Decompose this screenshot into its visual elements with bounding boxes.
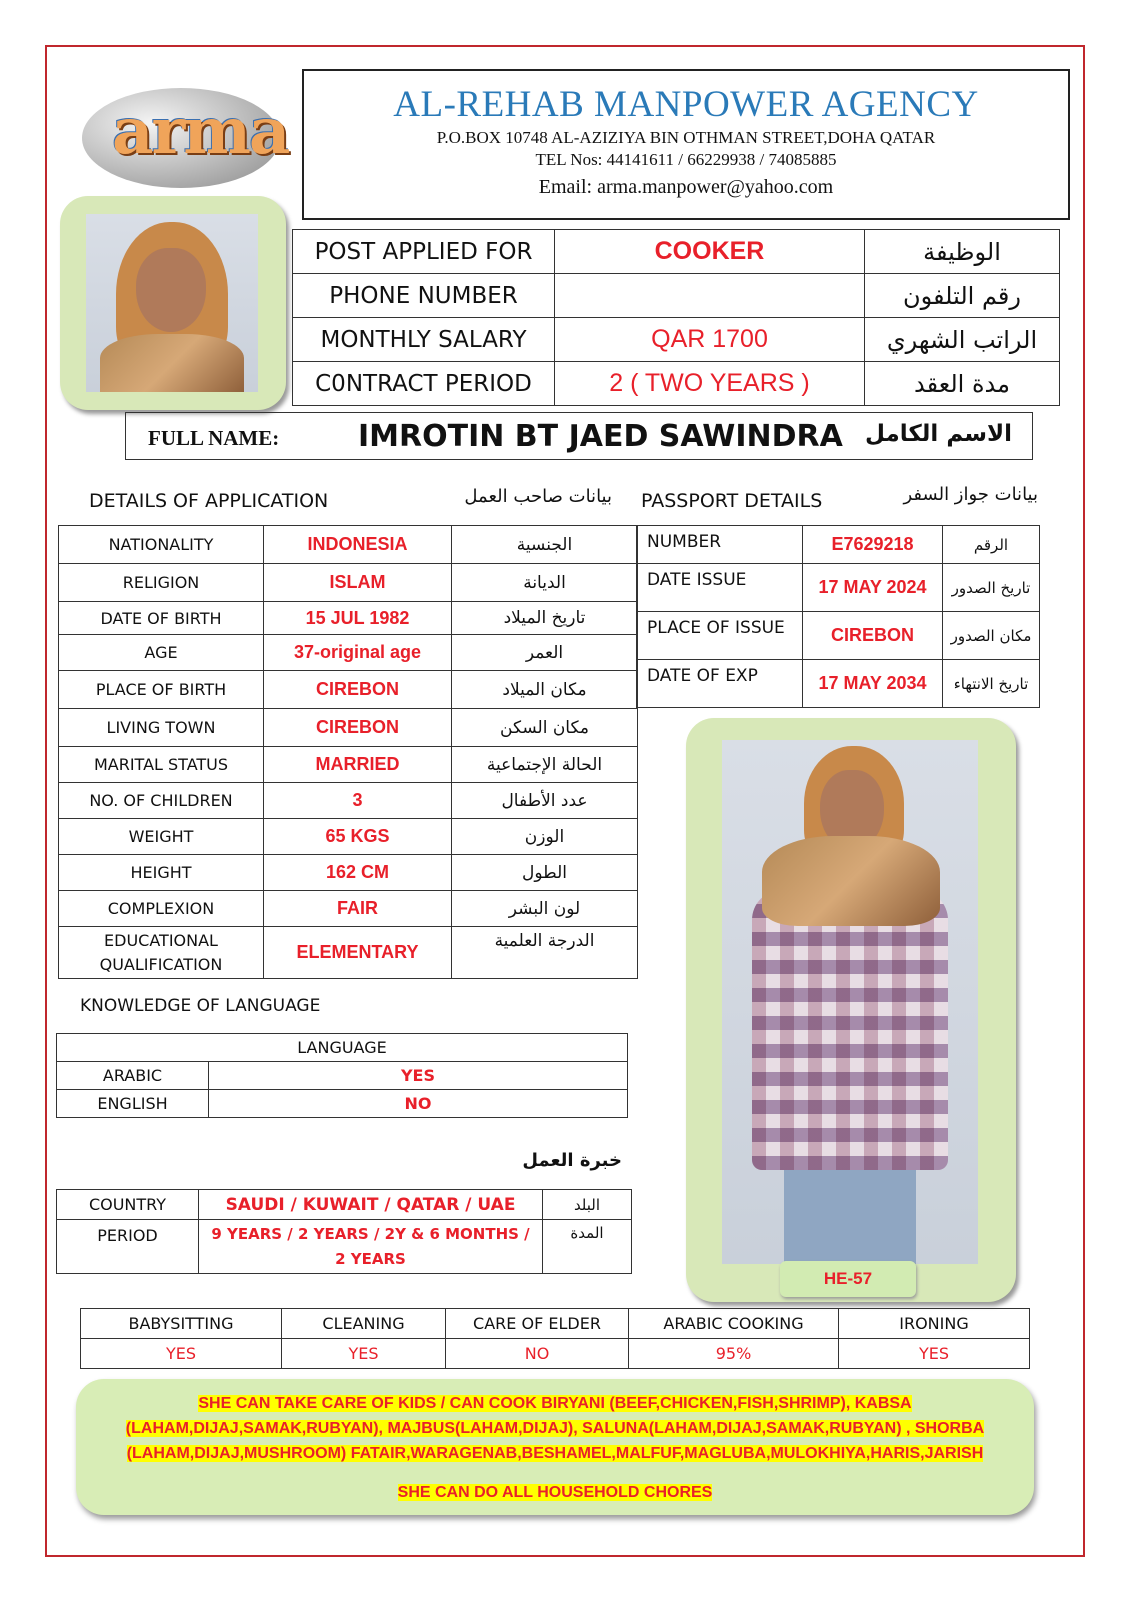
summary-line: SHE CAN TAKE CARE OF KIDS / CAN COOK BIRYANI (BEEF,CHICKEN,FISH,SHRIMP), KABSA xyxy=(198,1395,912,1412)
table-cell: 9 YEARS / 2 YEARS / 2Y & 6 MONTHS / 2 YEARS xyxy=(199,1220,543,1274)
phone-value xyxy=(555,274,865,318)
photo-detail xyxy=(762,836,940,926)
table-cell: PLACE OF BIRTH xyxy=(59,671,264,709)
table-cell: المدة xyxy=(543,1220,632,1274)
logo-text: arma xyxy=(112,94,289,169)
table-cell: تاريخ الانتهاء xyxy=(943,660,1040,708)
post-table xyxy=(292,229,1060,406)
table-row xyxy=(293,362,1060,406)
table-cell: MARRIED xyxy=(264,747,452,783)
summary-box xyxy=(76,1379,1034,1515)
summary-line: (LAHAM,DIJAJ,SAMAK,RUBYAN), MAJBUS(LAHAM,DIJAJ), SALUNA(LAHAM,DIJAJ,SAMAK,RUBYAN) , SHORBA xyxy=(125,1420,985,1437)
table-cell: COUNTRY xyxy=(57,1190,199,1220)
salary-label: MONTHLY SALARY xyxy=(293,318,555,362)
table-cell: الحالة الإجتماعية xyxy=(452,747,638,783)
table-row xyxy=(637,564,1040,612)
skills-table xyxy=(80,1308,1030,1369)
table-cell: العمر xyxy=(452,635,638,671)
table-cell: PERIOD xyxy=(57,1220,199,1274)
salary-value: QAR 1700 xyxy=(555,318,865,362)
details-heading-ar: بيانات صاحب العمل xyxy=(464,486,612,507)
table-cell: CIREBON xyxy=(264,709,452,747)
table-cell: مكان الصدور xyxy=(943,612,1040,660)
table-row xyxy=(59,602,638,635)
table-cell: NUMBER xyxy=(637,526,803,564)
table-cell: ARABIC xyxy=(57,1062,209,1090)
language-heading: KNOWLEDGE OF LANGUAGE xyxy=(80,996,321,1016)
table-cell: FAIR xyxy=(264,891,452,927)
table-row xyxy=(293,318,1060,362)
table-row xyxy=(293,230,1060,274)
table-row xyxy=(57,1090,628,1118)
table-cell: DATE ISSUE xyxy=(637,564,803,612)
table-cell: RELIGION xyxy=(59,564,264,602)
table-cell: CLEANING xyxy=(282,1309,446,1339)
portrait-photo-frame xyxy=(60,196,286,410)
table-cell: 162 CM xyxy=(264,855,452,891)
table-row xyxy=(59,855,638,891)
agency-tel: TEL Nos: 44141611 / 66229938 / 74085885 xyxy=(535,150,837,169)
passport-heading: PASSPORT DETAILS xyxy=(641,490,823,512)
candidate-code-badge: HE-57 xyxy=(780,1261,916,1297)
agency-name: AL-REHAB MANPOWER AGENCY xyxy=(393,84,979,125)
post-value: COOKER xyxy=(555,230,865,274)
table-row xyxy=(81,1309,1030,1339)
table-cell: 17 MAY 2024 xyxy=(803,564,943,612)
table-row xyxy=(57,1034,628,1062)
agency-logo xyxy=(82,80,289,190)
post-label: POST APPLIED FOR xyxy=(293,230,555,274)
table-cell: CARE OF ELDER xyxy=(446,1309,629,1339)
summary-line: SHE CAN DO ALL HOUSEHOLD CHORES xyxy=(397,1484,713,1501)
details-table xyxy=(58,525,638,979)
table-row xyxy=(59,819,638,855)
photo-detail xyxy=(100,334,244,392)
photo-detail xyxy=(136,248,206,332)
table-row xyxy=(637,660,1040,708)
table-cell: NO xyxy=(446,1339,629,1369)
agency-address: P.O.BOX 10748 AL-AZIZIYA BIN OTHMAN STREET,DOHA QATAR xyxy=(436,128,936,147)
table-cell: الدرجة العلمية xyxy=(452,927,638,979)
phone-label-ar: رقم التلفون xyxy=(865,274,1060,318)
table-row xyxy=(59,564,638,602)
table-cell: SAUDI / KUWAIT / QATAR / UAE xyxy=(199,1190,543,1220)
table-cell: مكان السكن xyxy=(452,709,638,747)
table-cell: NO xyxy=(209,1090,628,1118)
table-row xyxy=(57,1220,632,1274)
table-row xyxy=(59,671,638,709)
table-cell: YES xyxy=(209,1062,628,1090)
language-column-header: LANGUAGE xyxy=(57,1034,628,1062)
table-cell: COMPLEXION xyxy=(59,891,264,927)
table-cell: IRONING xyxy=(839,1309,1030,1339)
table-cell: 95% xyxy=(629,1339,839,1369)
table-row xyxy=(57,1190,632,1220)
table-cell: تاريخ الميلاد xyxy=(452,602,638,635)
table-cell: DATE OF EXP xyxy=(637,660,803,708)
phone-label: PHONE NUMBER xyxy=(293,274,555,318)
table-cell: تاريخ الصدور xyxy=(943,564,1040,612)
table-row xyxy=(59,891,638,927)
table-cell: ENGLISH xyxy=(57,1090,209,1118)
table-cell: الطول xyxy=(452,855,638,891)
table-row xyxy=(59,635,638,671)
table-cell: HEIGHT xyxy=(59,855,264,891)
table-cell: 37-original age xyxy=(264,635,452,671)
full-name-value: IMROTIN BT JAED SAWINDRA xyxy=(358,419,843,454)
table-cell: INDONESIA xyxy=(264,526,452,564)
table-cell: لون البشر xyxy=(452,891,638,927)
photo-detail xyxy=(752,890,948,1170)
post-label-ar: الوظيفة xyxy=(865,230,1060,274)
table-cell: YES xyxy=(282,1339,446,1369)
contract-label-ar: مدة العقد xyxy=(865,362,1060,406)
passport-heading-ar: بيانات جواز السفر xyxy=(903,484,1038,505)
passport-table xyxy=(636,525,1040,708)
table-row xyxy=(59,747,638,783)
table-cell: الديانة xyxy=(452,564,638,602)
table-cell: YES xyxy=(839,1339,1030,1369)
table-cell: ISLAM xyxy=(264,564,452,602)
table-cell: 3 xyxy=(264,783,452,819)
full-body-photo-frame xyxy=(686,718,1016,1302)
summary-line: (LAHAM,DIJAJ,MUSHROOM) FATAIR,WARAGENAB,BESHAMEL,MALFUF,MAGLUBA,MULOKHIYA,HARIS,JARISH xyxy=(126,1445,984,1462)
table-row xyxy=(59,709,638,747)
table-cell: 17 MAY 2034 xyxy=(803,660,943,708)
table-cell: MARITAL STATUS xyxy=(59,747,264,783)
table-cell: AGE xyxy=(59,635,264,671)
table-cell: ARABIC COOKING xyxy=(629,1309,839,1339)
table-cell: CIREBON xyxy=(803,612,943,660)
table-cell: 65 KGS xyxy=(264,819,452,855)
full-name-box xyxy=(125,412,1033,460)
table-cell: E7629218 xyxy=(803,526,943,564)
photo-detail xyxy=(784,1170,916,1264)
portrait-photo xyxy=(86,214,258,392)
table-row xyxy=(57,1062,628,1090)
table-row xyxy=(293,274,1060,318)
agency-email: Email: arma.manpower@yahoo.com xyxy=(538,176,834,198)
table-cell: البلد xyxy=(543,1190,632,1220)
experience-heading-ar: خبرة العمل xyxy=(522,1150,622,1171)
table-cell: ELEMENTARY xyxy=(264,927,452,979)
table-row xyxy=(81,1339,1030,1369)
table-row xyxy=(59,783,638,819)
table-cell: CIREBON xyxy=(264,671,452,709)
table-row xyxy=(637,612,1040,660)
details-heading: DETAILS OF APPLICATION xyxy=(89,490,329,512)
agency-header xyxy=(302,69,1070,220)
table-cell: PLACE OF ISSUE xyxy=(637,612,803,660)
contract-value: 2 ( TWO YEARS ) xyxy=(555,362,865,406)
full-body-photo xyxy=(722,740,978,1264)
full-name-label: FULL NAME: xyxy=(148,426,280,450)
table-cell: BABYSITTING xyxy=(81,1309,282,1339)
language-table xyxy=(56,1033,628,1118)
table-cell: عدد الأطفال xyxy=(452,783,638,819)
table-cell: WEIGHT xyxy=(59,819,264,855)
table-cell: NATIONALITY xyxy=(59,526,264,564)
experience-table xyxy=(56,1189,632,1274)
table-cell: LIVING TOWN xyxy=(59,709,264,747)
table-cell: الجنسية xyxy=(452,526,638,564)
table-cell: الوزن xyxy=(452,819,638,855)
full-name-label-ar: الاسم الكامل xyxy=(865,421,1012,447)
table-row xyxy=(637,526,1040,564)
table-cell: NO. OF CHILDREN xyxy=(59,783,264,819)
table-row xyxy=(59,526,638,564)
table-cell: مكان الميلاد xyxy=(452,671,638,709)
contract-label: C0NTRACT PERIOD xyxy=(293,362,555,406)
table-cell: EDUCATIONAL QUALIFICATION xyxy=(59,927,264,979)
salary-label-ar: الراتب الشهري xyxy=(865,318,1060,362)
table-row xyxy=(59,927,638,979)
table-cell: 15 JUL 1982 xyxy=(264,602,452,635)
table-cell: الرقم xyxy=(943,526,1040,564)
table-cell: DATE OF BIRTH xyxy=(59,602,264,635)
table-cell: YES xyxy=(81,1339,282,1369)
